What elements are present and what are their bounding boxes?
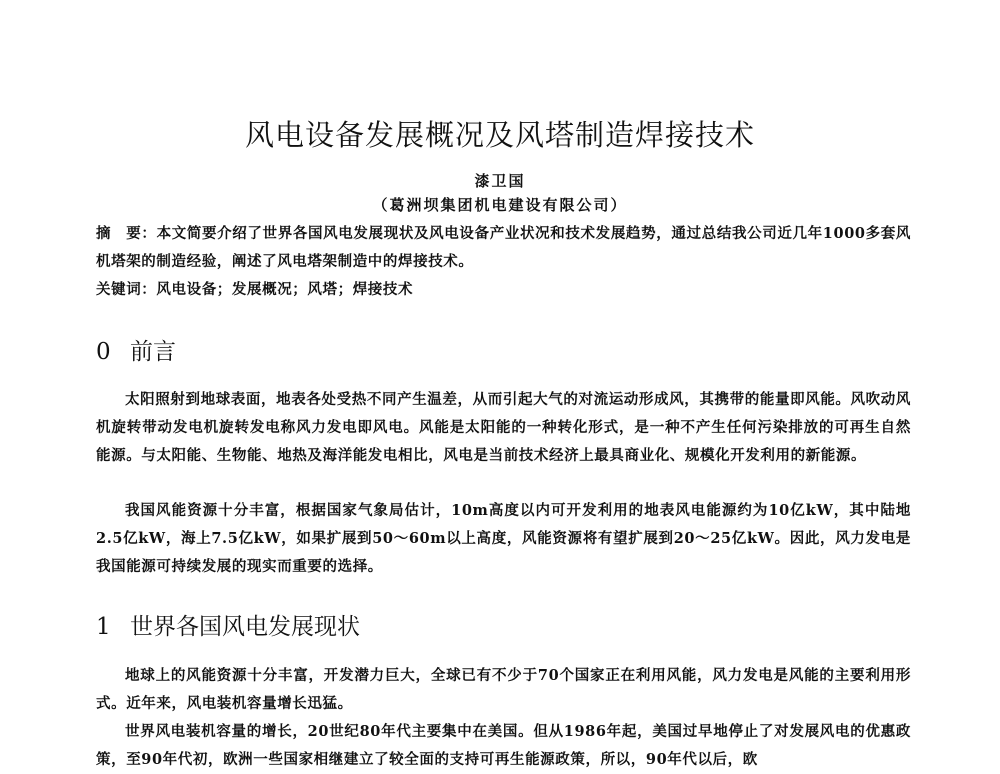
paragraph: 我国风能资源十分丰富，根据国家气象局估计，10m高度以内可开发利用的地表风电能源约为10亿kW，其中陆地2.5亿kW，海上7.5亿kW，如果扩展到50～60m以上高度，风能资源将有望扩展到20～25亿kW。因此，风力发电是我国能源可持续发展的现实而重要的选择。 [96, 502, 911, 575]
section-heading-0 [96, 333, 176, 366]
paragraph: 世界风电装机容量的增长，20世纪80年代主要集中在美国。但从1986年起，美国过早地停止了对发展风电的优惠政策，至90年代初，欧洲一些国家相继建立了较全面的支持可再生能源政策，所以，90年代以后，欧 [96, 723, 911, 768]
abstract: 摘 要：本文简要介绍了世界各国风电发展现状及风电设备产业状况和技术发展趋势，通过总结我公司近几年1000多套风机塔架的制造经验，阐述了风电塔架制造中的焊接技术。 [96, 225, 911, 270]
section-heading-1 [96, 608, 360, 641]
paragraph: 太阳照射到地球表面，地表各处受热不同产生温差，从而引起大气的对流运动形成风，其携带的能量即风能。风吹动风机旋转带动发电机旋转发电称风力发电即风电。风能是太阳能的一种转化形式，是一种不产生任何污染排放的可再生自然能源。与太阳能、生物能、地热及海洋能发电相比，风电是当前技术经济上最具商业化、规模化开发利用的新能源。 [96, 391, 911, 464]
section-title: 前言 [130, 339, 176, 365]
paper-title: 风电设备发展概况及风塔制造焊接技术 [244, 118, 755, 152]
section-number: 1 [96, 614, 111, 640]
author-affiliation: （葛洲坝集团机电建设有限公司） [372, 196, 628, 214]
section-number: 0 [96, 339, 111, 365]
paragraph: 地球上的风能资源十分丰富，开发潜力巨大，全球已有不少于70个国家正在利用风能，风力发电是风能的主要利用形式。近年来，风电装机容量增长迅猛。 [96, 667, 911, 712]
author-name: 漆卫国 [474, 172, 526, 190]
keywords: 关键词：风电设备；发展概况；风塔；焊接技术 [96, 281, 414, 298]
section-title: 世界各国风电发展现状 [130, 614, 360, 640]
